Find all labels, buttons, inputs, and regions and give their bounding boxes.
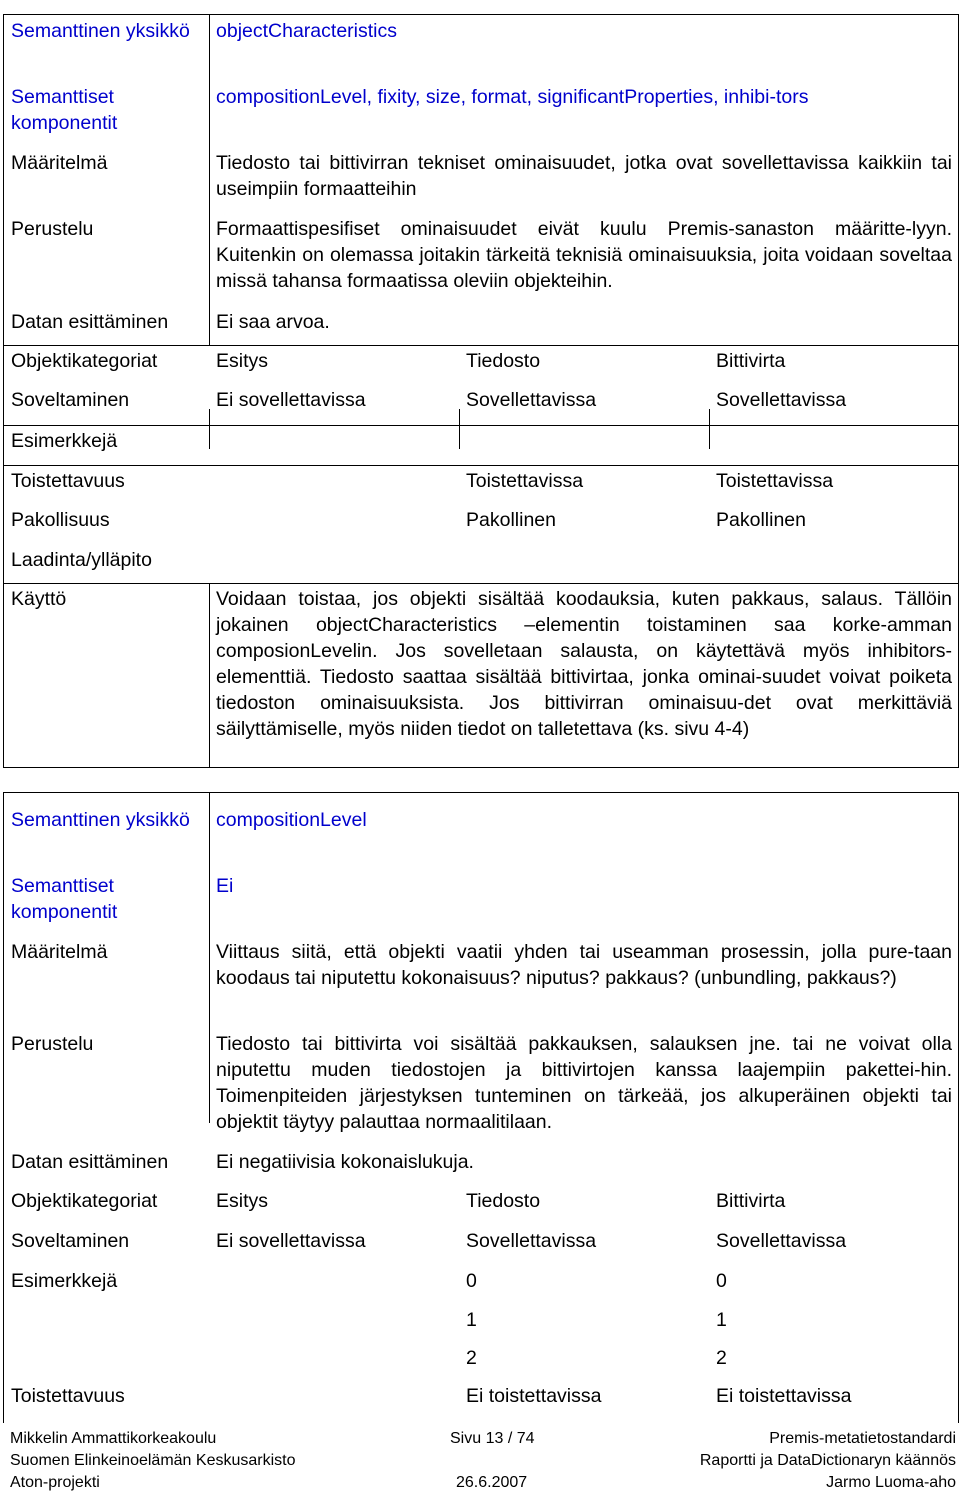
example-file-2: 2 [466,1347,477,1369]
col-header-representation: Esitys [216,1190,269,1212]
repeatability-bitstream: Ei toistettavissa [716,1385,852,1407]
footer-author: Jarmo Luoma-aho [826,1474,956,1491]
components-label: Semanttiset komponentit [11,86,118,134]
applicability-bitstream: Sovellettavissa [716,389,847,411]
repeatability-bitstream: Toistettavissa [716,470,834,492]
footer-standard: Premis-metatietostandardi [769,1430,956,1447]
row-definition [4,925,958,1017]
data-representation-label: Datan esittäminen [11,1151,169,1173]
table-composition-level [3,792,959,1423]
data-representation-label: Datan esittäminen [11,311,169,333]
repeatability-label: Toistettavuus [11,470,125,492]
row-examples [4,1255,958,1375]
examples-label: Esimerkkejä [11,430,118,452]
footer-page-number: Sivu 13 / 74 [450,1430,535,1447]
example-bitstream-2: 2 [716,1347,727,1369]
col-header-file: Tiedosto [466,350,541,372]
example-file-1: 1 [466,1309,477,1331]
row-semantic-unit [4,15,958,81]
semantic-unit-value: compositionLevel [216,809,367,831]
example-bitstream-0: 0 [716,1270,727,1292]
creation-maintenance-label: Laadinta/ylläpito [11,549,152,571]
examples-label: Esimerkkejä [11,1270,118,1292]
row-rationale [4,1017,958,1135]
object-categories-label: Objektikategoriat [11,1190,158,1212]
row-applicability [4,1215,958,1255]
row-components [4,81,958,147]
row-object-categories [4,345,958,386]
footer-institution: Mikkelin Ammattikorkeakoulu [10,1430,217,1447]
col-header-bitstream: Bittivirta [716,1190,786,1212]
obligation-file: Pakollinen [466,509,556,531]
example-bitstream-1: 1 [716,1309,727,1331]
applicability-representation: Ei sovellettavissa [216,1230,366,1252]
obligation-bitstream: Pakollinen [716,509,806,531]
object-categories-label: Objektikategoriat [11,350,158,372]
repeatability-file: Ei toistettavissa [466,1385,602,1407]
components-value: compositionLevel, fixity, size, format, significantProperties, inhibi-tors [216,86,809,108]
table-object-characteristics [3,14,959,768]
definition-value: Viittaus siitä, että objekti vaatii yhden tai useamman prosessin, jolla pure-taan koodaus tai niputettu kokonaisuus? niputus? pakkaus? (unbundling, pakkaus?) [216,941,952,989]
row-repeatability [4,465,958,506]
semantic-unit-value: objectCharacteristics [216,20,397,42]
footer-project: Aton-projekti [10,1474,100,1491]
rationale-value: Tiedosto tai bittivirta voi sisältää pakkauksen, salauksen jne. tai ne voivat olla niputettu muden tiedostojen ja bittivirtojen kanssa laajempiin pakettei-hin. Toimenpiteiden järjestyksen tunteminen on tärkeää, jos alkuperäinen objekti tai objektit täytyy palauttaa normaalitilaan. [216,1033,952,1133]
usage-label: Käyttö [11,588,67,610]
applicability-file: Sovellettavissa [466,389,597,411]
footer-date: 26.6.2007 [456,1474,528,1491]
data-representation-value: Ei saa arvoa. [216,311,330,333]
components-value: Ei [216,875,234,897]
applicability-label: Soveltaminen [11,389,130,411]
row-data-representation [4,1135,958,1175]
semantic-unit-label: Semanttinen yksikkö [11,20,190,42]
semantic-unit-label: Semanttinen yksikkö [11,809,190,831]
row-repeatability [4,1375,958,1415]
obligation-label: Pakollisuus [11,509,110,531]
row-object-categories [4,1175,958,1215]
repeatability-label: Toistettavuus [11,1385,125,1407]
row-usage [4,583,958,768]
components-label: Semanttiset komponentit [11,875,118,923]
row-components [4,859,958,925]
footer-archive: Suomen Elinkeinoelämän Keskusarkisto [10,1452,296,1469]
col-header-representation: Esitys [216,350,269,372]
row-rationale [4,213,958,305]
rationale-value: Formaattispesifiset ominaisuudet eivät kuulu Premis-sanaston määritte-lyyn. Kuitenkin on olemassa joitakin tärkeitä teknisiä ominaisuuksia, joita voidaan soveltaa missä tahansa formaatissa oleviin objekteihin. [216,218,952,292]
footer-report: Raportti ja DataDictionaryn käännös [699,1452,956,1469]
row-creation-maintenance [4,545,958,583]
applicability-file: Sovellettavissa [466,1230,597,1252]
col-header-bitstream: Bittivirta [716,350,786,372]
rationale-label: Perustelu [11,1033,94,1055]
rationale-label: Perustelu [11,218,94,240]
definition-label: Määritelmä [11,152,108,174]
usage-value: Voidaan toistaa, jos objekti sisältää koodauksia, kuten pakkaus, salaus. Tällöin jokainen objectCharacteristics –elementin toistaminen saa korke-amman composionLevelin. Jos sovelletaan salausta, on käytettävä myös inhibitors-elementtiä. Tiedosto saattaa sisältää bittivirtaa, jonka ominai-suudet voivat poiketa tiedoston ominaisuuksista. Jos bittivirran ominaisuu-det ovat merkittäviä säilyttämiselle, myös niiden tiedot on talletettava (ks. sivu 4-4) [216,588,952,740]
row-examples [4,425,958,466]
col-header-file: Tiedosto [466,1190,541,1212]
applicability-representation: Ei sovellettavissa [216,389,366,411]
row-obligation [4,505,958,545]
row-applicability [4,385,958,425]
row-definition [4,147,958,213]
row-semantic-unit [4,793,958,859]
definition-value: Tiedosto tai bittivirran tekniset ominaisuudet, jotka ovat sovellettavissa kaikkiin tai useimpiin formaatteihin [216,152,952,200]
applicability-label: Soveltaminen [11,1230,130,1252]
definition-label: Määritelmä [11,941,108,963]
row-data-representation [4,305,958,345]
data-representation-value: Ei negatiivisia kokonaislukuja. [216,1151,474,1173]
page-footer [10,1428,956,1492]
example-file-0: 0 [466,1270,477,1292]
applicability-bitstream: Sovellettavissa [716,1230,847,1252]
repeatability-file: Toistettavissa [466,470,584,492]
